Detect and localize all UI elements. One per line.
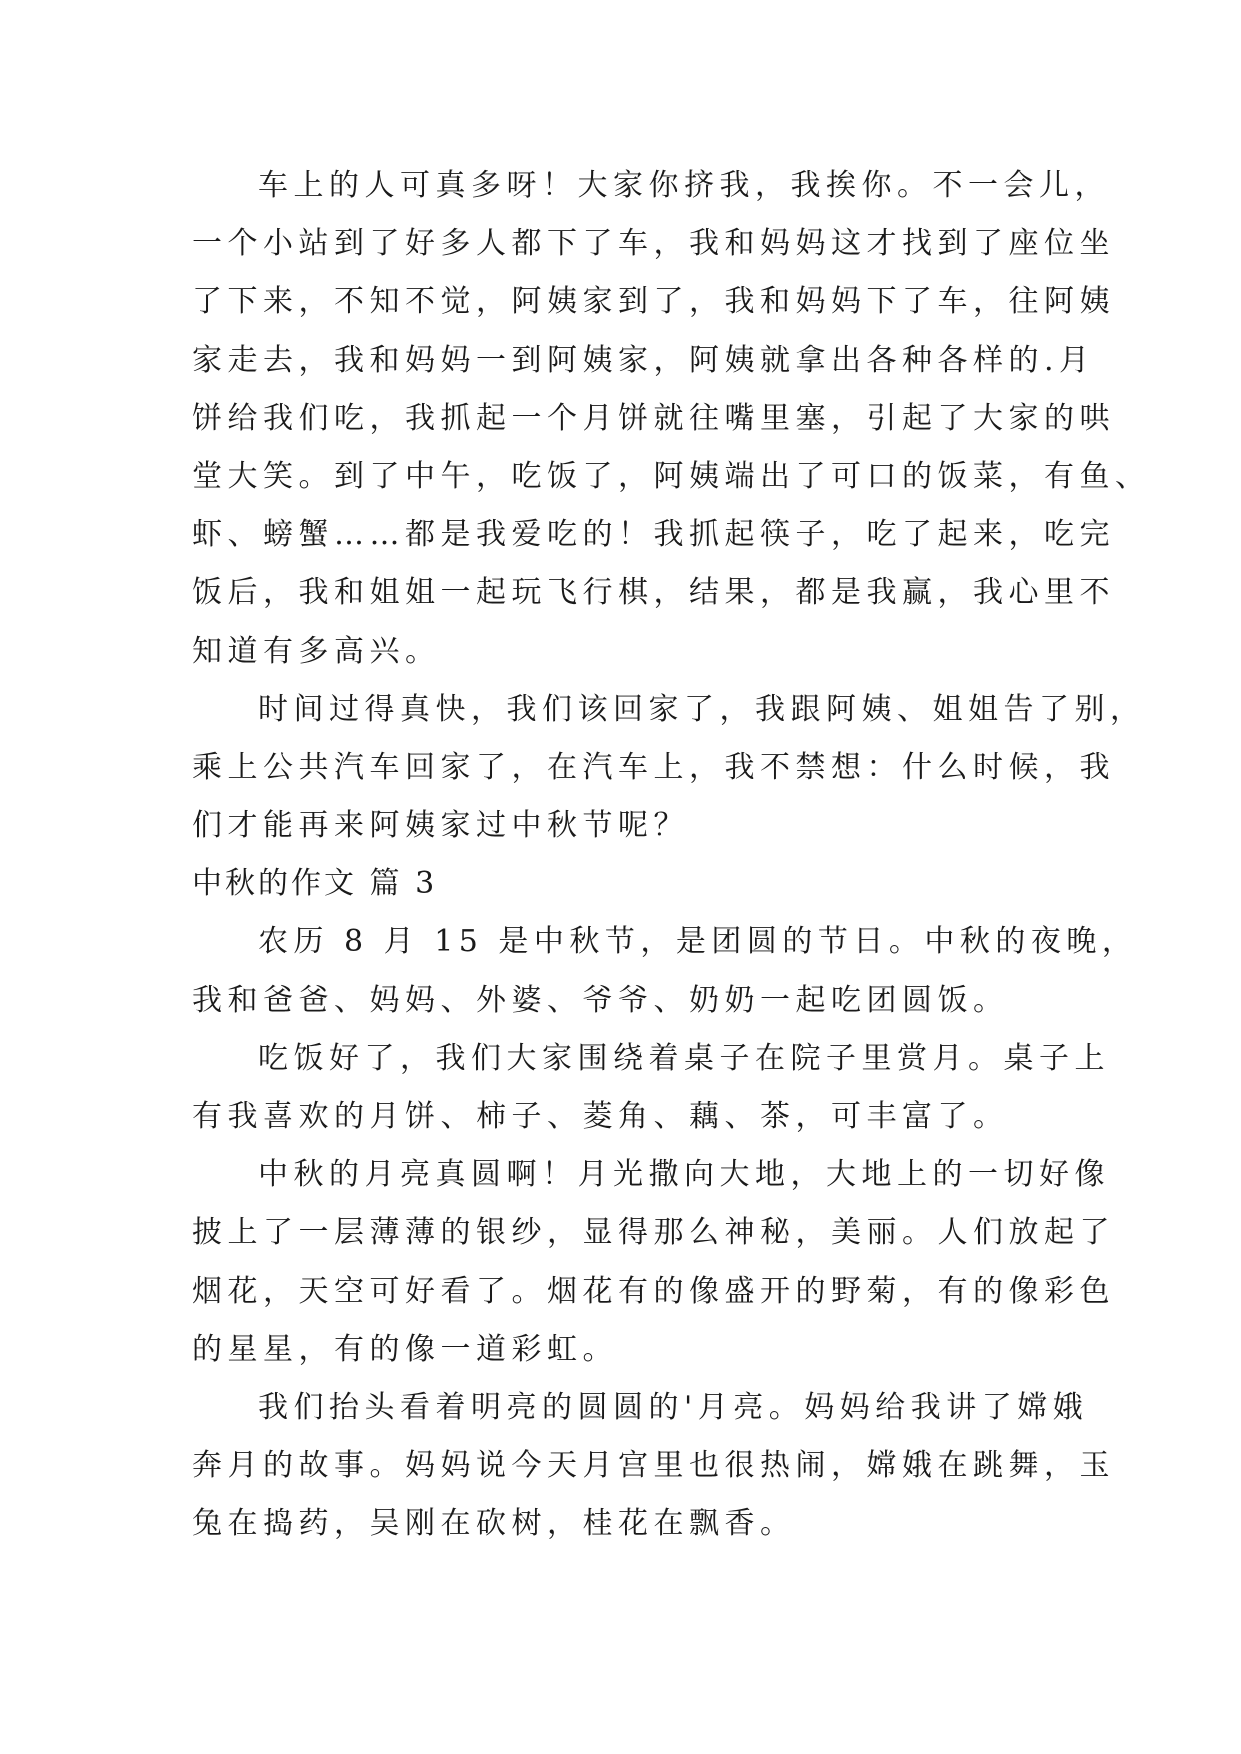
text-line: 时间过得真快，我们该回家了，我跟阿姨、姐姐告了别， [258, 691, 1146, 727]
text-line: 们才能再来阿姨家过中秋节呢？ [192, 808, 689, 844]
text-line: 堂大笑。到了中午，吃饭了，阿姨端出了可口的饭菜，有鱼、 [192, 458, 1151, 494]
text-line: 家走去，我和妈妈一到阿姨家，阿姨就拿出各种各样的.月 [192, 342, 1095, 378]
text-line: 了下来，不知不觉，阿姨家到了，我和妈妈下了车，往阿姨 [192, 284, 1115, 320]
text-line: 乘上公共汽车回家了，在汽车上，我不禁想：什么时候，我 [192, 749, 1115, 785]
text-line: 一个小站到了好多人都下了车，我和妈妈这才找到了座位坐 [192, 226, 1115, 262]
paragraph-bus-ride [192, 157, 1151, 681]
paragraph-change-legend [192, 1379, 1115, 1554]
text-line: 中秋的月亮真圆啊！月光撒向大地，大地上的一切好像 [258, 1157, 1110, 1193]
paragraph-moon-viewing [192, 1030, 1110, 1146]
text-line: 车上的人可真多呀！大家你挤我，我挨你。不一会儿， [258, 168, 1110, 203]
text-line: 虾、螃蟹……都是我爱吃的！我抓起筷子，吃了起来，吃完 [192, 517, 1115, 553]
text-line: 吃饭好了，我们大家围绕着桌子在院子里赏月。桌子上 [258, 1040, 1110, 1076]
text-line: 知道有多高兴。 [192, 633, 441, 669]
essay-text [192, 157, 1151, 1554]
paragraph-festival-intro [192, 913, 1138, 1029]
paragraph-fireworks [192, 1146, 1115, 1379]
text-line: 兔在捣药，吴刚在砍树，桂花在飘香。 [192, 1506, 796, 1542]
text-line: 我和爸爸、妈妈、外婆、爷爷、奶奶一起吃团圆饭。 [192, 982, 1009, 1018]
section-title: 中秋的作文 篇 3 [192, 866, 438, 902]
text-line: 的星星，有的像一道彩虹。 [192, 1331, 618, 1367]
text-line: 有我喜欢的月饼、柿子、菱角、藕、茶，可丰富了。 [192, 1099, 1009, 1134]
text-line: 披上了一层薄薄的银纱，显得那么神秘，美丽。人们放起了 [192, 1215, 1115, 1251]
text-line: 烟花，天空可好看了。烟花有的像盛开的野菊，有的像彩色 [192, 1273, 1115, 1309]
text-line: 农历 8 月 15 是中秋节，是团圆的节日。中秋的夜晚， [258, 924, 1138, 960]
text-line: 饭后，我和姐姐一起玩飞行棋，结果，都是我赢，我心里不 [192, 575, 1115, 611]
text-line: 奔月的故事。妈妈说今天月宫里也很热闹，嫦娥在跳舞，玉 [192, 1448, 1115, 1484]
text-line: 我们抬头看着明亮的圆圆的'月亮。妈妈给我讲了嫦娥 [258, 1389, 1089, 1425]
paragraph-going-home [192, 681, 1146, 856]
text-line: 饼给我们吃，我抓起一个月饼就往嘴里塞，引起了大家的哄 [192, 400, 1115, 436]
